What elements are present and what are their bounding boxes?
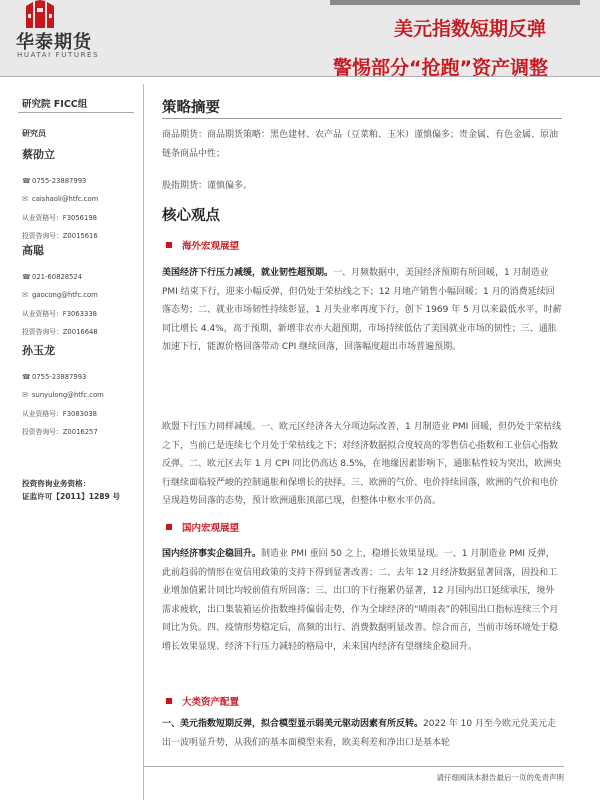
researcher-heading: 研究员 — [22, 129, 46, 138]
email-icon: ✉ — [22, 195, 28, 203]
summary-heading: 策略摘要 — [162, 100, 220, 116]
paragraph-body: 2022 年 10 月至今欧元兑美元走出一波明显升势，从我们的基本面模型来看，欧美利差和净出口是基本轮 — [162, 719, 556, 748]
license-info — [22, 477, 120, 503]
analyst-email[interactable]: sunyulong@htfc.com — [32, 391, 104, 399]
analyst-invest: 投资咨询号：Z0016257 — [22, 428, 98, 436]
analyst-email[interactable]: gaocong@htfc.com — [32, 291, 98, 299]
section-heading-domestic — [162, 520, 239, 534]
analyst-card — [22, 146, 140, 244]
section-title: 国内宏观展望 — [182, 523, 240, 534]
analyst-phone: 0755-23887993 — [32, 177, 87, 185]
core-heading: 核心观点 — [162, 208, 220, 224]
analyst-card — [22, 342, 140, 440]
analyst-cert: 从业资格号：F3083038 — [22, 410, 97, 418]
phone-icon: ☎ — [22, 177, 31, 185]
summary-heading-rule — [162, 118, 562, 119]
summary-commodities: 商品期货：商品期货策略：黑色建材、农产品（豆菜粕、玉米）谨慎偏多；贵金属、有色金属、原油链条商品中性； — [162, 130, 559, 159]
analyst-card — [22, 242, 140, 340]
license-line1: 投资咨询业务资格： — [22, 479, 91, 488]
section-heading-overseas — [162, 238, 239, 252]
company-name-cn: 华泰期货 — [16, 32, 92, 53]
analyst-name: 蔡劭立 — [22, 148, 55, 161]
asset-allocation-paragraph — [162, 715, 562, 752]
report-title-line1: 美元指数短期反弹 — [393, 18, 546, 40]
license-line2: 证监许可【2011】1289 号 — [22, 492, 121, 501]
sidebar-divider — [18, 112, 134, 113]
domestic-paragraph — [162, 545, 562, 656]
phone-icon: ☎ — [22, 273, 31, 281]
paragraph-lead: 美国经济下行压力减缓，就业韧性超预期。 — [162, 268, 334, 278]
header-divider — [0, 76, 600, 77]
analyst-cert: 从业资格号：F3056198 — [22, 214, 97, 222]
analyst-sidebar — [0, 84, 140, 800]
summary-index-futures: 股指期货：谨慎偏多。 — [162, 181, 253, 191]
paragraph-lead: 国内经济事实企稳回升。 — [162, 549, 262, 559]
analyst-name: 孙玉龙 — [22, 344, 55, 357]
bullet-square-icon — [166, 698, 172, 704]
section-heading-asset-allocation — [162, 694, 239, 708]
bullet-square-icon — [166, 242, 172, 248]
disclaimer-note: 请仔细阅读本报告最后一页的免责声明 — [436, 773, 564, 782]
section-title: 大类资产配置 — [182, 697, 240, 708]
analyst-invest: 投资咨询号：Z0015616 — [22, 232, 98, 240]
overseas-eu-paragraph: 欧盟下行压力同样减缓。一、欧元区经济各大分项边际改善，1 月制造业 PMI 回暖，但仍处于荣枯线之下，当前已是连续七个月处于荣枯线之下；对经济数据拟合度较高的零售信心指数和工业信心指数反弹。二、欧元区去年 1 月 CPI 同比仍高达 8.5%，在地缘因素影响下，通胀粘性较为突出，欧洲央行继续面临较严峻的控制通胀和保增长的抉择。三、欧洲的气价、电价持续回落，欧洲的气价和电价呈现趋势回落的态势，预计欧洲通胀顶部已现，但整体中枢水平仍高。 — [162, 422, 562, 506]
analyst-invest: 投资咨询号：Z0016648 — [22, 328, 98, 336]
analyst-phone: 0755-23887993 — [32, 373, 87, 381]
email-icon: ✉ — [22, 291, 28, 299]
paragraph-body: 一、月频数据中，美国经济预期有所回暖，1 月制造业 PMI 结束下行，迎来小幅反弹，但仍处于荣枯线之下；12 月地产销售小幅回暖；1 月的消费延续回落态势；二、就业市场韧性持续彰显，1 月失业率再度下行，创下 1969 年 5 月以来最低水平，时薪同比增长 4.4%，高于预期，新增非农亦大超预期，市场持续低估了美国就业市场的韧性；三、通胀加速下行，能源价格回落带动 CPI 继续回落，回落幅度超出市场普遍预期。 — [162, 268, 562, 352]
analyst-name: 高聪 — [22, 244, 44, 257]
analyst-email[interactable]: caishaoli@htfc.com — [32, 195, 99, 203]
paragraph-body: 制造业 PMI 重回 50 之上，稳增长效果显现。一、1 月制造业 PMI 反弹，此前趋弱的情形在宽信用政策的支持下得到显著改善；二、去年 12 月经济数据显著回落，固投和工业增加值累计同比均较前值有所回落；三、出口的下行拖累仍显著，12 月国内出口延续承压，境外需求疲软，出口集装箱运价指数维持偏弱走势，作为全球经济的“晴雨表”的韩国出口指标连续三个月同比为负。四、疫情形势稳定后，高频的出行、消费数据明显改善。综合而言，当前市场环境处于稳增长效果显现、经济下行压力减轻的格局中，未来国内经济有望继续企稳回升。 — [162, 549, 559, 652]
column-divider — [143, 84, 144, 800]
analyst-phone: 021-60828524 — [32, 273, 83, 281]
email-icon: ✉ — [22, 391, 28, 399]
footer-divider — [144, 766, 564, 767]
header-accent-bar — [330, 0, 580, 5]
huatai-logo-icon — [24, 0, 56, 30]
bullet-square-icon — [166, 524, 172, 530]
overseas-us-paragraph — [162, 264, 562, 357]
paragraph-lead: 一、美元指数短期反弹，拟合模型显示弱美元驱动因素有所反转。 — [162, 719, 424, 729]
department-label: 研究院 FICC组 — [22, 99, 88, 110]
report-title-line2: 警惕部分“抢跑”资产调整 — [333, 57, 548, 76]
phone-icon: ☎ — [22, 373, 31, 381]
analyst-cert: 从业资格号：F3063338 — [22, 310, 97, 318]
section-title: 海外宏观展望 — [182, 241, 240, 252]
company-name-en: HUATAI FUTURES — [17, 51, 100, 59]
report-header — [0, 0, 600, 76]
